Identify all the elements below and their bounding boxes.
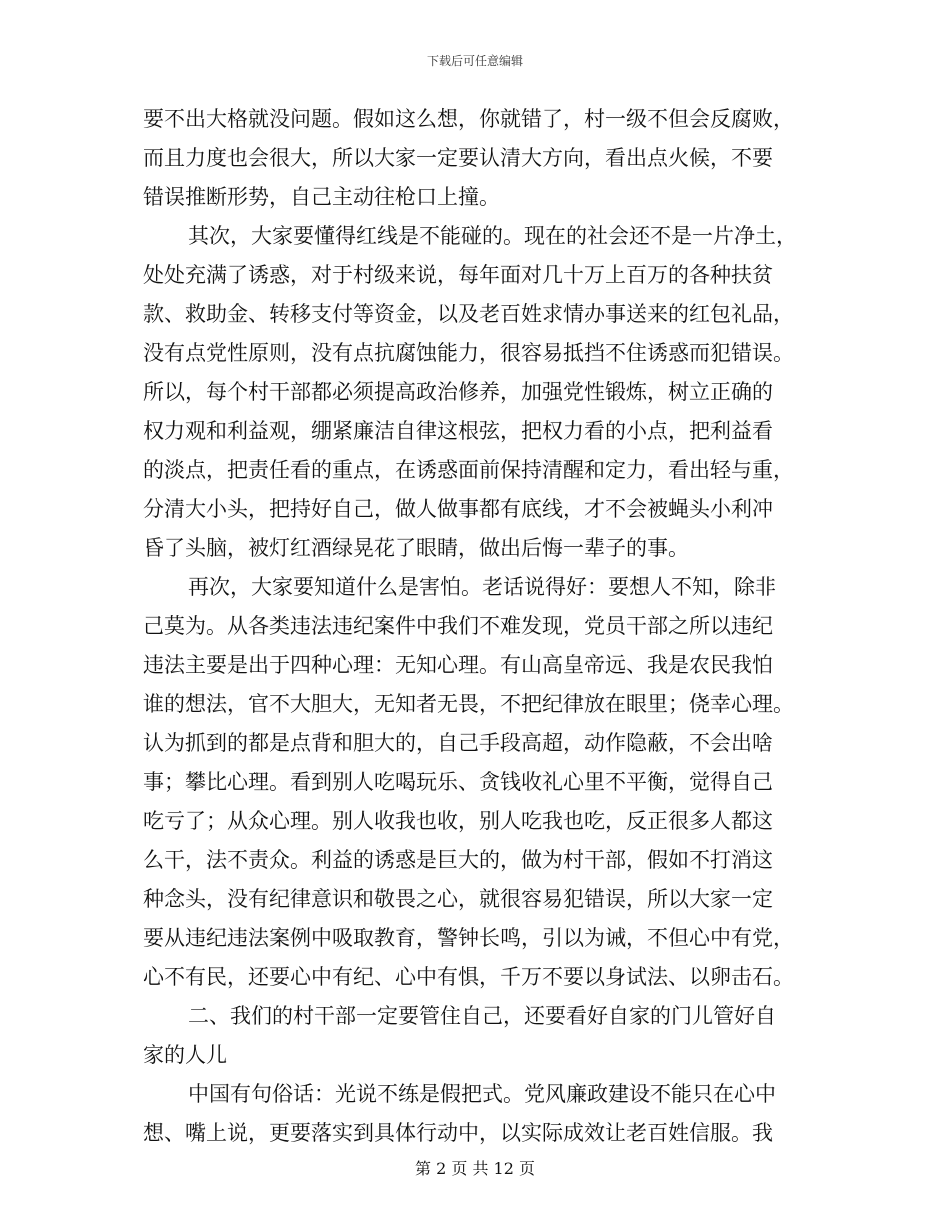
- text-line: 认为抓到的都是点背和胆大的，自己手段高超，动作隐蔽，不会出啥: [143, 731, 773, 755]
- text-line: 要从违纪违法案例中吸取教育，警钟长鸣，引以为诫，不但心中有党，: [143, 926, 794, 950]
- section-heading-line: 家的人儿: [143, 1043, 227, 1067]
- text-line: 昏了头脑，被灯红酒绿晃花了眼睛，做出后悔一辈子的事。: [143, 536, 689, 560]
- text-line: 么干，法不责众。利益的诱惑是巨大的，做为村干部，假如不打消这: [143, 848, 773, 872]
- text-line: 违法主要是出于四种心理：无知心理。有山高皇帝远、我是农民我怕: [143, 653, 773, 677]
- text-line: 谁的想法，官不大胆大，无知者无畏，不把纪律放在眼里；侥幸心理。: [143, 692, 794, 716]
- text-line: 错误推断形势，自己主动往枪口上撞。: [143, 185, 500, 209]
- text-line: 要不出大格就没问题。假如这么想，你就错了，村一级不但会反腐败，: [143, 107, 794, 131]
- paragraph-start-line: 再次，大家要知道什么是害怕。老话说得好：要想人不知，除非: [188, 575, 776, 599]
- text-line: 所以，每个村干部都必须提高政治修养，加强党性锻炼，树立正确的: [143, 380, 773, 404]
- text-line: 权力观和利益观，绷紧廉洁自律这根弦，把权力看的小点，把利益看: [143, 419, 773, 443]
- paragraph-start-line: 其次，大家要懂得红线是不能碰的。现在的社会还不是一片净土，: [188, 224, 797, 248]
- page-header-note: 下载后可任意编辑: [426, 54, 523, 68]
- text-line: 吃亏了；从众心理。别人收我也收，别人吃我也吃，反正很多人都这: [143, 809, 773, 833]
- document-body: [143, 100, 807, 1153]
- text-line: 而且力度也会很大，所以大家一定要认清大方向，看出点火候，不要: [143, 146, 773, 170]
- paragraph-start-line: 中国有句俗话：光说不练是假把式。党风廉政建设不能只在心中: [188, 1082, 776, 1106]
- text-line: 款、救助金、转移支付等资金，以及老百姓求情办事送来的红包礼品，: [143, 302, 794, 326]
- text-line: 处处充满了诱惑，对于村级来说，每年面对几十万上百万的各种扶贫: [143, 263, 773, 287]
- page-number-footer: 第 2 页 共 12 页: [415, 1159, 535, 1178]
- text-line: 的淡点，把责任看的重点，在诱惑面前保持清醒和定力，看出轻与重，: [143, 458, 794, 482]
- text-line: 心不有民，还要心中有纪、心中有惧，千万不要以身试法、以卵击石。: [143, 965, 794, 989]
- text-line: 没有点党性原则，没有点抗腐蚀能力，很容易抵挡不住诱惑而犯错误。: [143, 341, 794, 365]
- section-heading-line: 二、我们的村干部一定要管住自己，还要看好自家的门儿管好自: [188, 1004, 776, 1028]
- text-line: 己莫为。从各类违法违纪案件中我们不难发现，党员干部之所以违纪: [143, 614, 773, 638]
- text-line: 事；攀比心理。看到别人吃喝玩乐、贪钱收礼心里不平衡，觉得自己: [143, 770, 773, 794]
- text-line: 分清大小头，把持好自己，做人做事都有底线，才不会被蝇头小利冲: [143, 497, 773, 521]
- text-line: 种念头，没有纪律意识和敬畏之心，就很容易犯错误，所以大家一定: [143, 887, 773, 911]
- text-line: 想、嘴上说，更要落实到具体行动中，以实际成效让老百姓信服。我: [143, 1121, 773, 1145]
